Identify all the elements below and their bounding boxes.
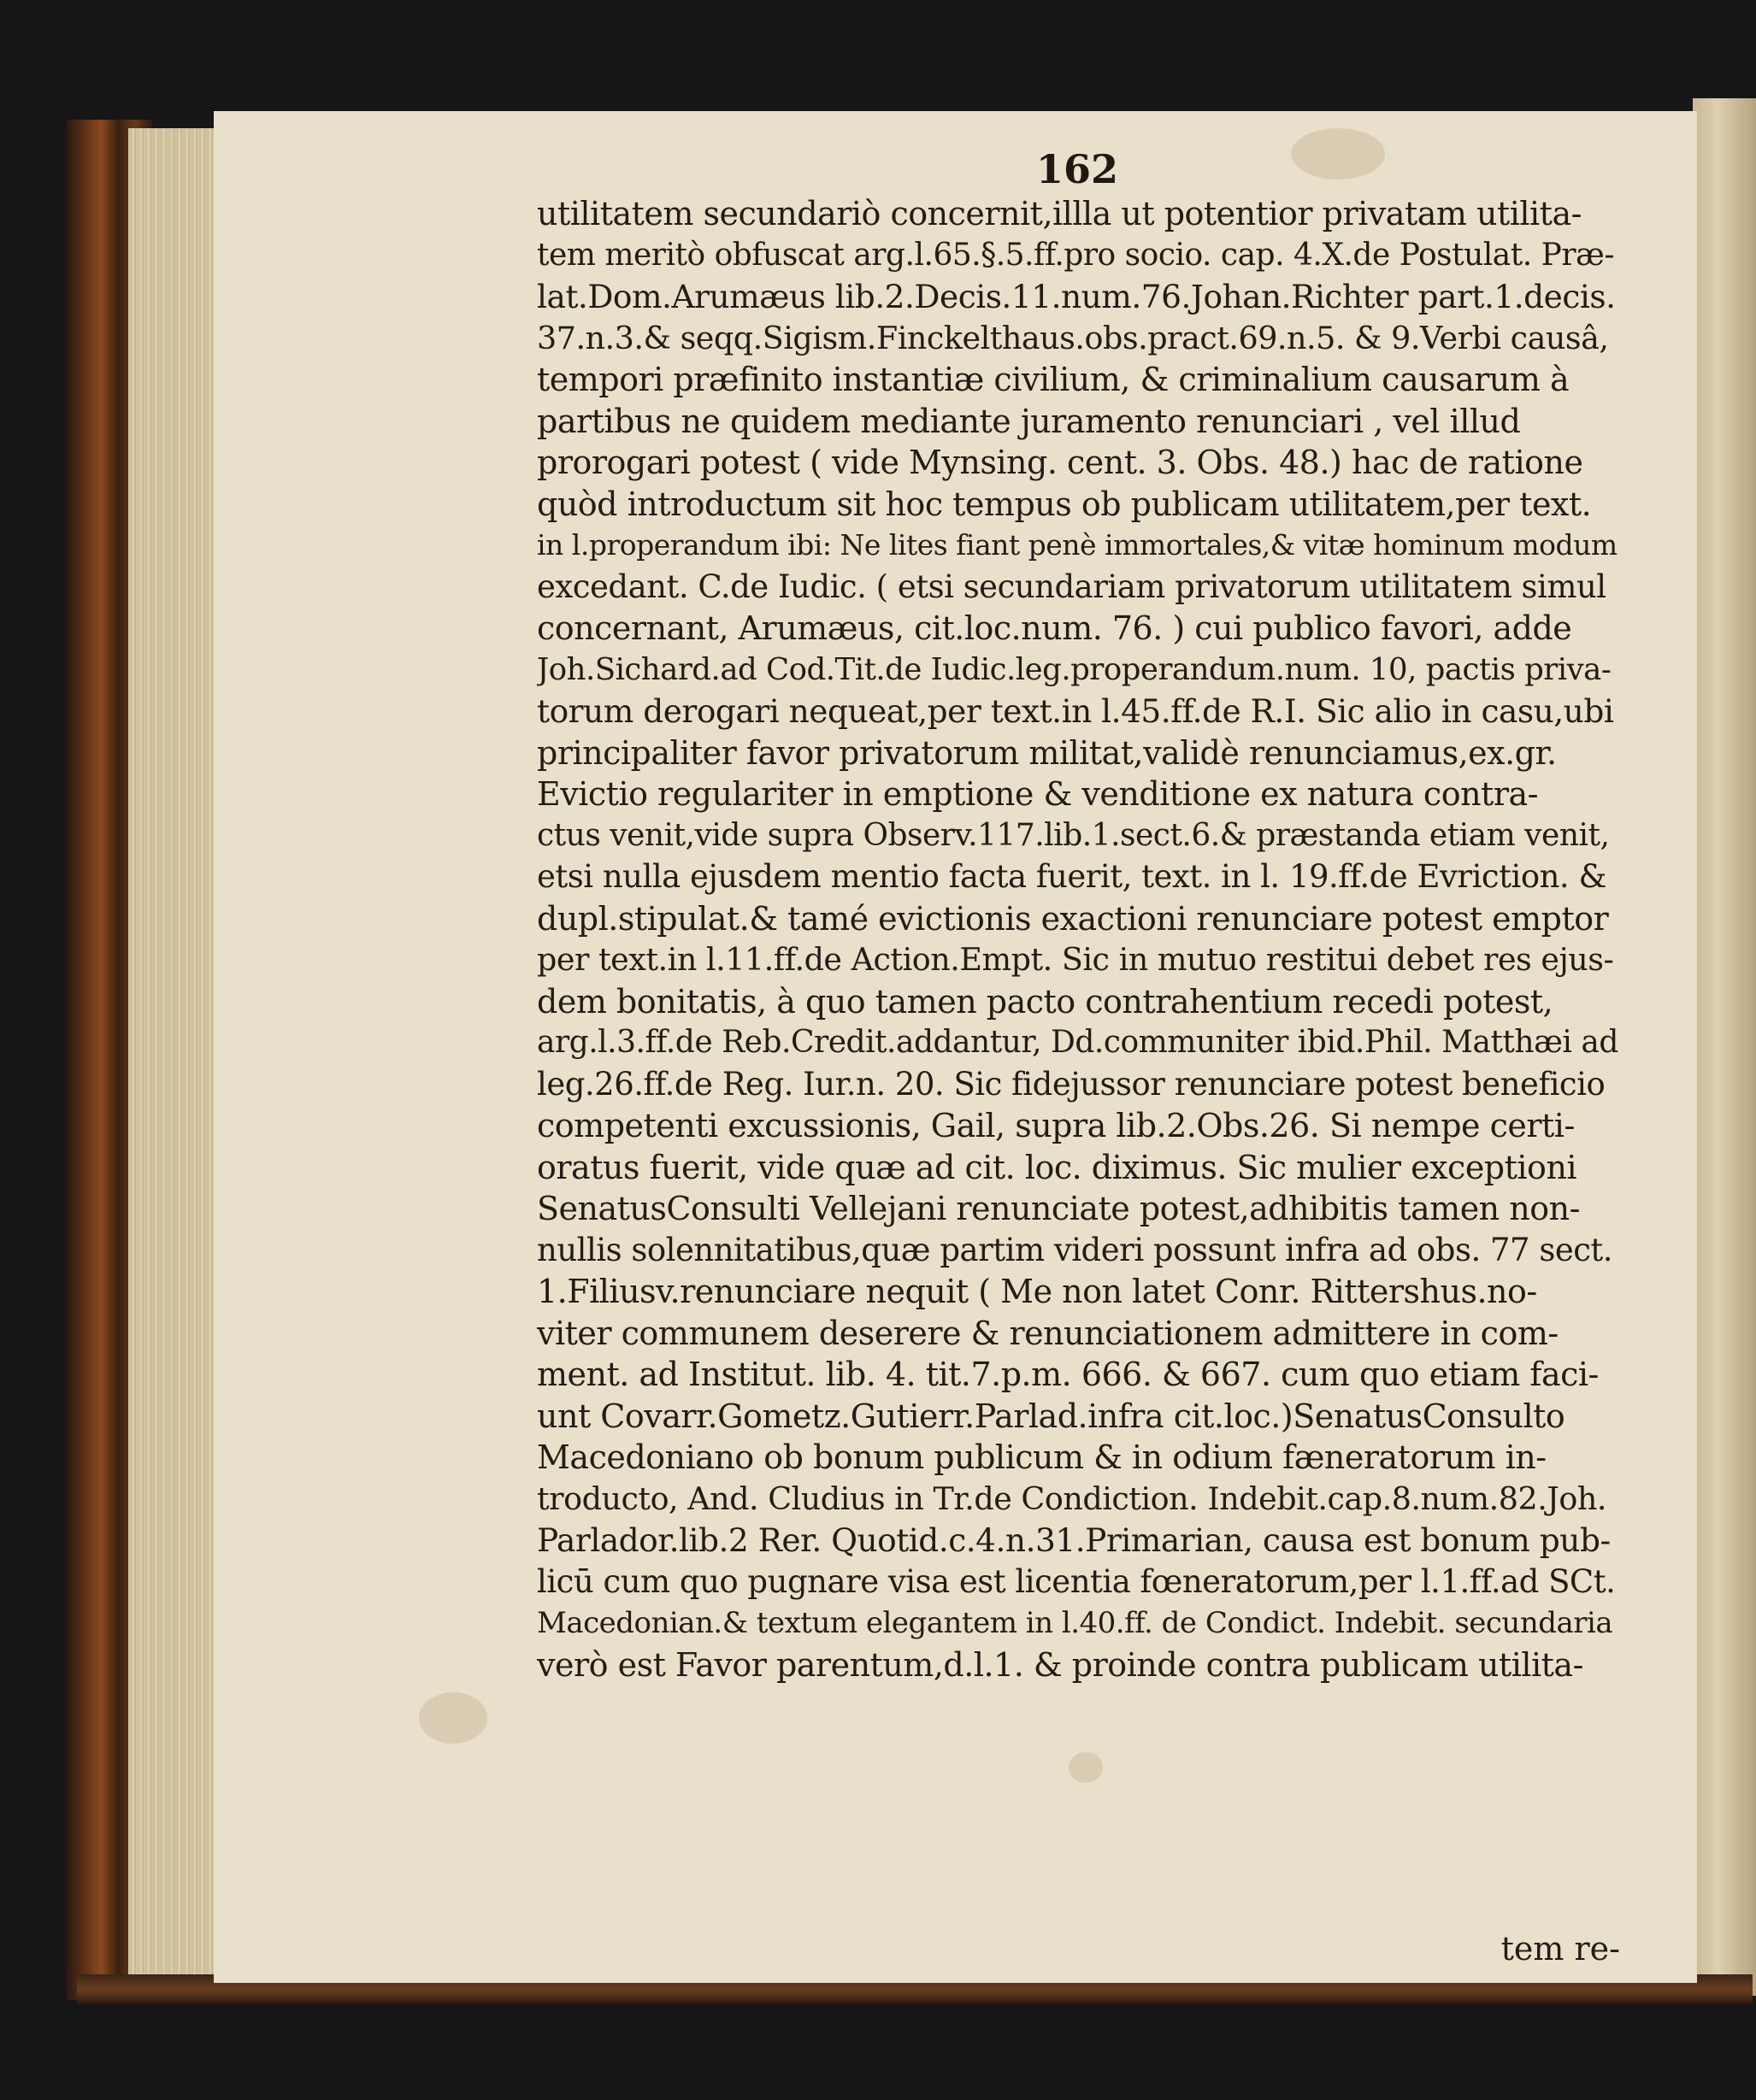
text-line: ctus venit,vide supra Observ.117.lib.1.sect.6.& præstanda etiam venit,: [537, 817, 1610, 853]
text-line: principaliter favor privatorum militat,validè renunciamus,ex.gr.: [537, 733, 1557, 772]
page-edges-left: [128, 128, 222, 1991]
text-line: 1.Filiusv.renunciare nequit ( Me non latet Conr. Rittershus.no-: [537, 1273, 1537, 1310]
text-line: leg.26.ff.de Reg. Iur.n. 20. Sic fidejussor renunciare potest beneficio: [537, 1065, 1606, 1103]
page-edges-right: [1693, 98, 1756, 1996]
text-body: [537, 193, 1618, 1685]
text-line: Evictio regulariter in emptione & venditione ex natura contra-: [537, 775, 1538, 813]
text-line: unt Covarr.Gometz.Gutierr.Parlad.infra cit.loc.)SenatusConsulto: [537, 1397, 1565, 1435]
text-line: Parlador.lib.2 Rer. Quotid.c.4.n.31.Primarian, causa est bonum pub-: [537, 1521, 1611, 1559]
text-line: tempori præfinito instantiæ civilium, & criminalium causarum à: [537, 361, 1570, 398]
text-line: per text.in l.11.ff.de Action.Empt. Sic in mutuo restitui debet res ejus-: [537, 941, 1614, 978]
text-line: in l.properandum ibi: Ne lites fiant penè immortales,& vitæ hominum modum: [537, 528, 1618, 562]
text-line: oratus fuerit, vide quæ ad cit. loc. diximus. Sic mulier exceptioni: [537, 1148, 1577, 1186]
text-line: etsi nulla ejusdem mentio facta fuerit, text. in l. 19.ff.de Evriction. &: [537, 858, 1606, 895]
text-line: licū cum quo pugnare visa est licentia fœneratorum,per l.1.ff.ad SCt.: [537, 1562, 1616, 1600]
text-line: lat.Dom.Arumæus lib.2.Decis.11.num.76.Johan.Richter part.1.decis.: [537, 278, 1616, 315]
text-line: 37.n.3.& seqq.Sigism.Finckelthaus.obs.pract.69.n.5. & 9.Verbi causâ,: [537, 319, 1609, 356]
text-line: torum derogari nequeat,per text.in l.45.ff.de R.I. Sic alio in casu,ubi: [537, 692, 1614, 730]
text-line: competenti excussionis, Gail, supra lib.2.Obs.26. Si nempe certi-: [537, 1107, 1575, 1144]
text-line: nullis solennitatibus,quæ partim videri possunt infra ad obs. 77 sect.: [537, 1231, 1613, 1268]
paper-stain: [419, 1692, 487, 1744]
text-line: ment. ad Institut. lib. 4. tit.7.p.m. 666. & 667. cum quo etiam faci-: [537, 1356, 1599, 1393]
text-line: dupl.stipulat.& tamé evictionis exactioni renunciare potest emptor: [537, 899, 1609, 938]
text-line: viter communem deserere & renunciationem admittere in com-: [537, 1314, 1559, 1352]
catchword: tem re-: [1500, 1930, 1620, 1968]
text-line: dem bonitatis, à quo tamen pacto contrahentium recedi potest,: [537, 982, 1553, 1021]
text-line: arg.l.3.ff.de Reb.Credit.addantur, Dd.communiter ibid.Phil. Matthæi ad: [537, 1025, 1618, 1060]
text-line: Macedoniano ob bonum publicum & in odium fæneratorum in-: [537, 1438, 1547, 1476]
text-line: troducto, And. Cludius in Tr.de Condiction. Indebit.cap.8.num.82.Joh.: [537, 1479, 1607, 1517]
text-line: tem meritò obfuscat arg.l.65.§.5.ff.pro socio. cap. 4.X.de Postulat. Præ-: [537, 237, 1615, 273]
text-line: Joh.Sichard.ad Cod.Tit.de Iudic.leg.properandum.num. 10, pactis priva-: [537, 651, 1612, 687]
text-line: Macedonian.& textum elegantem in l.40.ff. de Condict. Indebit. secundaria: [537, 1606, 1613, 1640]
text-line: SenatusConsulti Vellejani renunciate potest,adhibitis tamen non-: [537, 1190, 1580, 1227]
text-line: verò est Favor parentum,d.l.1. & proinde contra publicam utilita-: [537, 1645, 1583, 1684]
page-number: 162: [1035, 146, 1119, 192]
text-line: partibus ne quidem mediante juramento renunciari , vel illud: [537, 402, 1521, 440]
paper-stain: [1291, 128, 1385, 179]
text-line: utilitatem secundariò concernit,illla ut potentior privatam utilita-: [537, 195, 1582, 232]
text-line: excedant. C.de Iudic. ( etsi secundariam privatorum utilitatem simul: [537, 568, 1606, 605]
text-line: quòd introductum sit hoc tempus ob publicam utilitatem,per text.: [537, 485, 1592, 523]
text-line: prorogari potest ( vide Mynsing. cent. 3. Obs. 48.) hac de ratione: [537, 444, 1583, 481]
text-line: concernant, Arumæus, cit.loc.num. 76. ) cui publico favori, adde: [537, 609, 1572, 647]
paper-stain: [1069, 1752, 1103, 1783]
